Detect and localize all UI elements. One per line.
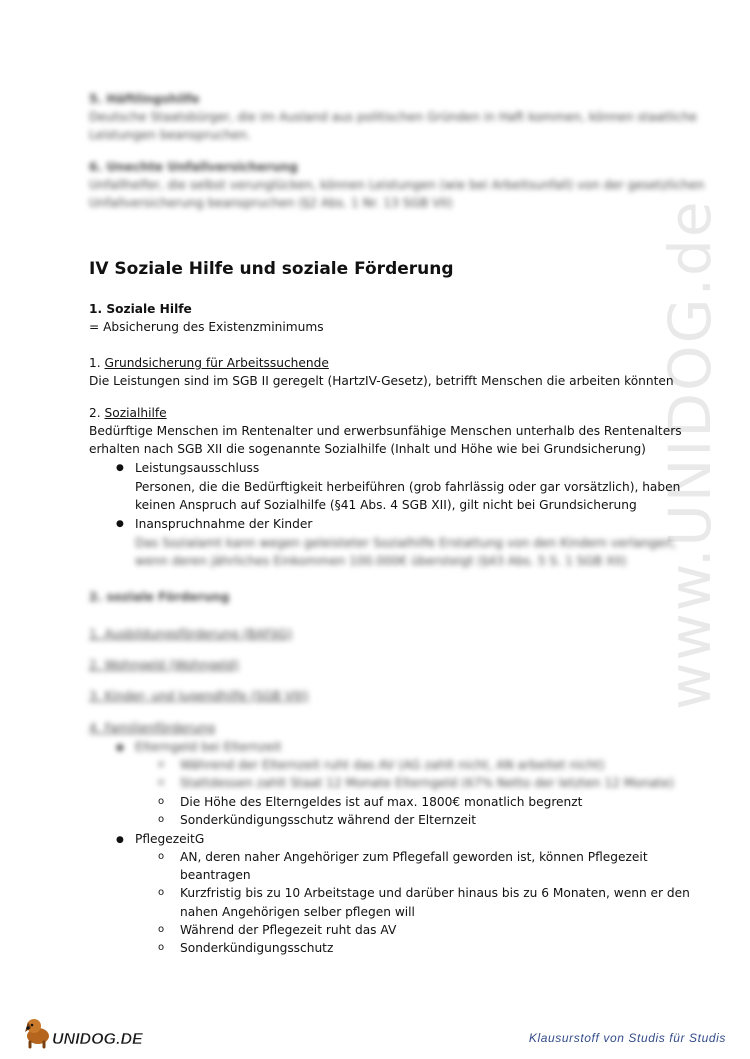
grundsicherung-heading [89,356,329,370]
soziale-hilfe-heading: 1. Soziale Hilfe [89,302,192,316]
leistungsausschluss-text-line: Personen, die die Bedürftigkeit herbeiführen (grob fahrlässig oder gar vorsätzlich), haben [135,480,681,494]
pflegezeit-item: Sonderkündigungsschutz [180,941,334,955]
elterngeld-item: Sonderkündigungsschutz während der Elternzeit [180,813,477,827]
bullet-icon: ● [116,743,124,753]
sozialhilfe-text-line: Bedürftige Menschen im Rentenalter und erwerbsunfähige Menschen unterhalb des Rentenalters [89,424,682,438]
section-5-text-line: Deutsche Staatsbürger, die im Ausland aus politischen Gründen in Haft kommen, können staatliche [89,110,698,124]
grundsicherung-title: Grundsicherung für Arbeitssuchende [104,356,329,370]
unidog-logo[interactable] [22,1014,162,1050]
section-6-text-line: Unfallhelfer, die selbst verunglücken, können Leistungen (wie bei Arbeitsunfall) von der gesetzlichen [89,178,705,192]
sozialhilfe-number: 2. [89,406,101,420]
foerderung-item: 4. Familienförderung [89,721,216,735]
leistungsausschluss-text-line: keinen Anspruch auf Sozialhilfe (§41 Abs. 4 SGB XII), gilt nicht bei Grundsicherung [135,498,637,512]
grundsicherung-number: 1. [89,356,101,370]
sub-bullet-icon: o [158,777,165,788]
sub-bullet-icon: o [158,924,165,935]
watermark: www.UNIDOG.de [656,199,724,710]
foerderung-item: 1. Ausbildungsförderung (BAFöG) [89,627,293,641]
sozialhilfe-title: Sozialhilfe [104,406,167,420]
sub-bullet-icon: o [158,887,165,898]
bullet-icon: ● [116,519,124,529]
inanspruchnahme-text-line: Das Sozialamt kann wegen geleisteter Sozialhilfe Erstattung von den Kindern verlangen, [135,536,677,550]
bullet-icon: ● [116,463,124,473]
sozialhilfe-heading [89,406,167,420]
elterngeld-item: Die Höhe des Elterngeldes ist auf max. 1800€ monatlich begrenzt [180,795,583,809]
dog-icon [22,1014,162,1050]
elterngeld-item: Während der Elternzeit ruht das AV (AG zahlt nicht, AN arbeitet nicht) [180,758,605,772]
foerderung-item: 3. Kinder- und Jugendhilfe (SGB VIII) [89,689,309,703]
footer-tagline: Klausurstoff von Studis für Studis [528,1031,726,1045]
sub-bullet-icon: o [158,814,165,825]
foerderung-item: 2. Wohngeld (Wohngeld) [89,658,240,672]
section-5-heading: 5. Häftlingshilfe [89,92,200,106]
section-6-text-line: Unfallversicherung beanspruchen (§2 Abs. 1 Nr. 13 SGB VII) [89,196,453,210]
sub-bullet-icon: o [158,759,165,770]
soziale-foerderung-heading: 2. soziale Förderung [89,590,230,604]
pflegezeit-item-line: beantragen [180,868,251,882]
pflegezeit-item-line: AN, deren naher Angehöriger zum Pflegefall geworden ist, können Pflegezeit [180,850,648,864]
inanspruchnahme-text-line: wenn deren jährliches Einkommen 100.000€ übersteigt (§43 Abs. 5 S. 1 SGB XII) [135,554,627,568]
inanspruchnahme-title: Inanspruchnahme der Kinder [135,517,313,531]
bullet-icon: ● [116,835,124,845]
pflegezeit-item-line: nahen Angehörigen selber pflegen will [180,905,415,919]
sub-bullet-icon: o [158,851,165,862]
pflegezeit-item: Während der Pflegezeit ruht das AV [180,923,397,937]
elterngeld-item: Stattdessen zahlt Staat 12 Monate Elterngeld (67% Netto der letzten 12 Monate) [180,776,674,790]
soziale-hilfe-subtitle: = Absicherung des Existenzminimums [89,320,324,334]
leistungsausschluss-title: Leistungsausschluss [135,461,260,475]
pflegezeit-item-line: Kurzfristig bis zu 10 Arbeitstage und darüber hinaus bis zu 6 Monaten, wenn er den [180,886,690,900]
sub-bullet-icon: o [158,942,165,953]
section-title: IV Soziale Hilfe und soziale Förderung [89,259,454,279]
elterngeld-title: Elterngeld bei Elternzeit [135,740,282,754]
section-6-heading: 6. Unechte Unfallversicherung [89,160,298,174]
logo-text: UNIDOG.DE [52,1031,143,1048]
section-5-text-line: Leistungen beanspruchen. [89,128,251,142]
grundsicherung-text: Die Leistungen sind im SGB II geregelt (HartzIV-Gesetz), betrifft Menschen die arbeiten könnten [89,374,674,388]
sozialhilfe-text-line: erhalten nach SGB XII die sogenannte Sozialhilfe (Inhalt und Höhe wie bei Grundsicherung) [89,442,646,456]
sub-bullet-icon: o [158,796,165,807]
pflegezeit-title: PflegezeitG [135,832,205,846]
